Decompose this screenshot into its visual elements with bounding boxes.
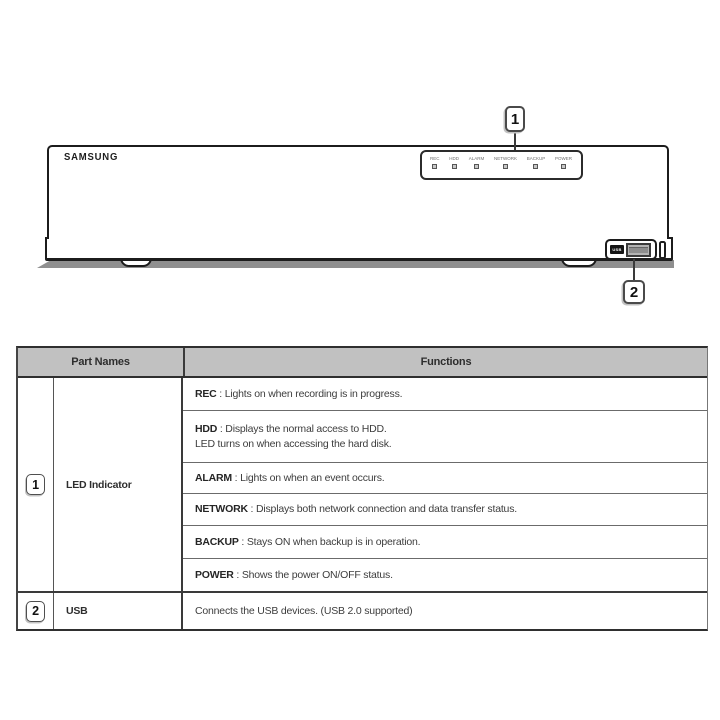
function-keyword: HDD [195, 422, 218, 435]
led-light-power [561, 164, 566, 169]
callout-2-line [633, 259, 635, 280]
function-desc: : Lights on when recording is in progress. [216, 387, 403, 400]
row-number-cell [18, 593, 54, 629]
function-text [195, 604, 707, 619]
function-text [195, 535, 707, 550]
led-indicator-backup [527, 156, 546, 169]
functions-cell [183, 378, 707, 591]
function-keyword: BACKUP [195, 535, 239, 548]
usb-connector-slot [629, 247, 648, 253]
table-row-usb [18, 591, 707, 629]
callout-2-label [623, 280, 645, 304]
function-row-backup [183, 526, 707, 559]
function-row-alarm [183, 463, 707, 494]
led-label-backup: BACKUP [526, 156, 546, 161]
led-light-hdd [452, 164, 457, 169]
usb-bracket [659, 241, 666, 259]
function-keyword: REC [195, 387, 217, 400]
table-header-row [18, 348, 707, 378]
function-desc: : Shows the power ON/OFF status. [233, 568, 393, 581]
usb-connector [626, 243, 651, 257]
callout-1-number: 1 [510, 110, 520, 128]
led-light-backup [533, 164, 538, 169]
usb-label-tag: USB [610, 245, 624, 254]
part-name-led-indicator: LED Indicator [54, 378, 183, 591]
function-desc-line2: LED turns on when accessing the hard disk. [195, 437, 392, 450]
brand-logo: SAMSUNG [64, 151, 119, 164]
part-name-usb: USB [54, 593, 183, 629]
led-indicator-rec [430, 156, 440, 169]
function-keyword: POWER [195, 568, 234, 581]
function-desc: Connects the USB devices. (USB 2.0 supported) [195, 604, 413, 617]
function-text [195, 387, 707, 402]
parts-table [16, 346, 708, 631]
function-row-power [183, 559, 707, 591]
led-light-alarm [474, 164, 479, 169]
callout-2-number: 2 [629, 283, 639, 301]
function-desc: : Displays the normal access to HDD. [217, 422, 387, 435]
function-keyword: ALARM [195, 471, 232, 484]
led-label-alarm: ALARM [468, 156, 485, 161]
row-number-badge-2 [26, 601, 45, 622]
row-number-2: 2 [32, 604, 39, 618]
functions-cell [183, 593, 707, 629]
function-text [195, 422, 707, 437]
function-row-hdd [183, 411, 707, 463]
row-number-cell [18, 378, 54, 591]
function-keyword: NETWORK [195, 503, 248, 515]
table-row-led-indicator [18, 378, 707, 591]
led-indicator-hdd [449, 156, 459, 169]
led-panel [420, 150, 583, 180]
header-part-names: Part Names [71, 356, 130, 368]
function-desc: : Stays ON when backup is in operation. [238, 535, 421, 548]
led-indicator-power [555, 156, 572, 169]
function-row-rec [183, 378, 707, 411]
row-number-badge-1 [26, 474, 45, 495]
header-functions: Functions [183, 348, 707, 376]
led-label-network: NETWORK [493, 156, 517, 161]
led-label-power: POWER [554, 156, 572, 161]
led-light-rec [432, 164, 437, 169]
function-desc: : Lights on when an event occurs. [231, 471, 385, 484]
function-text [195, 568, 707, 583]
led-indicator-alarm [469, 156, 485, 169]
led-label-rec: REC [430, 156, 440, 161]
function-text [195, 502, 707, 517]
device-bottom-strip [45, 237, 673, 261]
function-text [195, 471, 707, 486]
row-number-1: 1 [32, 477, 39, 492]
function-desc: : Displays both network connection and data transfer status. [247, 503, 517, 515]
led-indicator-network [494, 156, 517, 169]
callout-1-line [514, 132, 516, 151]
function-row-usb [183, 593, 707, 629]
led-label-hdd: HDD [449, 156, 459, 161]
function-row-network [183, 494, 707, 526]
callout-1-label [505, 106, 525, 132]
led-light-network [503, 164, 508, 169]
